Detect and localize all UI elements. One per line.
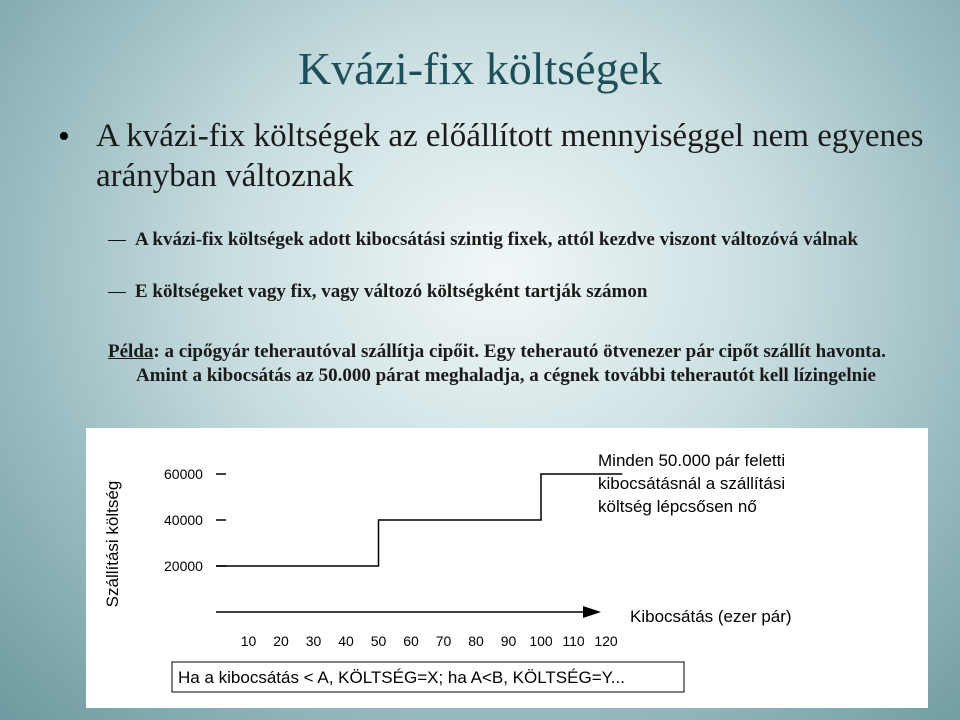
y-axis-label: Szállítási költség: [103, 480, 122, 608]
y-tick-labels: [164, 466, 226, 574]
x-tick-label: 50: [370, 633, 387, 649]
step-cost-line: [216, 474, 622, 566]
x-tick-label: 10: [240, 633, 257, 649]
x-axis-label: Kibocsátás (ezer pár): [630, 607, 792, 626]
annotation-line: költség lépcsősen nő: [598, 497, 757, 516]
formula-text: Ha a kibocsátás < A, KÖLTSÉG=X; ha A<B, KÖLTSÉG=Y...: [178, 668, 625, 687]
sub-item-1: A kvázi-fix költségek adott kibocsátási szintig fixek, attól kezdve viszont változóvá válnak: [135, 229, 859, 250]
dash-marker: [108, 292, 126, 293]
x-tick-label: 100: [529, 633, 553, 649]
y-tick-label: 20000: [164, 558, 203, 574]
chart-panel: [86, 428, 928, 708]
dash-marker: [108, 240, 126, 241]
slide-title: Kvázi-fix költségek: [297, 43, 663, 94]
x-tick-label: 30: [305, 633, 322, 649]
x-tick-label: 90: [500, 633, 517, 649]
main-bullet: A kvázi-fix költségek az előállított mennyiséggel nem egyenes arányban változnak: [96, 118, 924, 194]
x-tick-label: 40: [338, 633, 354, 649]
x-tick-label: 20: [273, 633, 289, 649]
x-tick-label: 60: [403, 633, 419, 649]
x-tick-label: 110: [562, 633, 585, 649]
example-paragraph: [108, 340, 908, 388]
annotation-line: kibocsátásnál a szállítási: [598, 474, 786, 493]
step-cost-chart: [86, 428, 928, 708]
sub-item-2: E költségeket vagy fix, vagy változó költségként tartják számon: [135, 281, 648, 302]
example-text: : a cipőgyár teherautóval szállítja cipőit. Egy teherautó ötvenezer pár cipőt szállít havonta. Amint a kibocsátás az 50.000 párat meghaladja, a cégnek további teherautót kell lízingelnie: [136, 341, 886, 386]
x-tick-label: 80: [468, 633, 484, 649]
y-tick-label: 40000: [164, 512, 203, 528]
annotation-line: Minden 50.000 pár feletti: [598, 451, 786, 470]
chart-annotation: [598, 451, 785, 516]
x-tick-labels: [241, 633, 618, 649]
example-lead: Példa: [108, 341, 154, 362]
x-tick-label: 120: [594, 633, 618, 649]
bullet-marker: •: [58, 118, 70, 155]
y-tick-label: 60000: [164, 466, 203, 482]
x-tick-label: 70: [435, 633, 452, 649]
